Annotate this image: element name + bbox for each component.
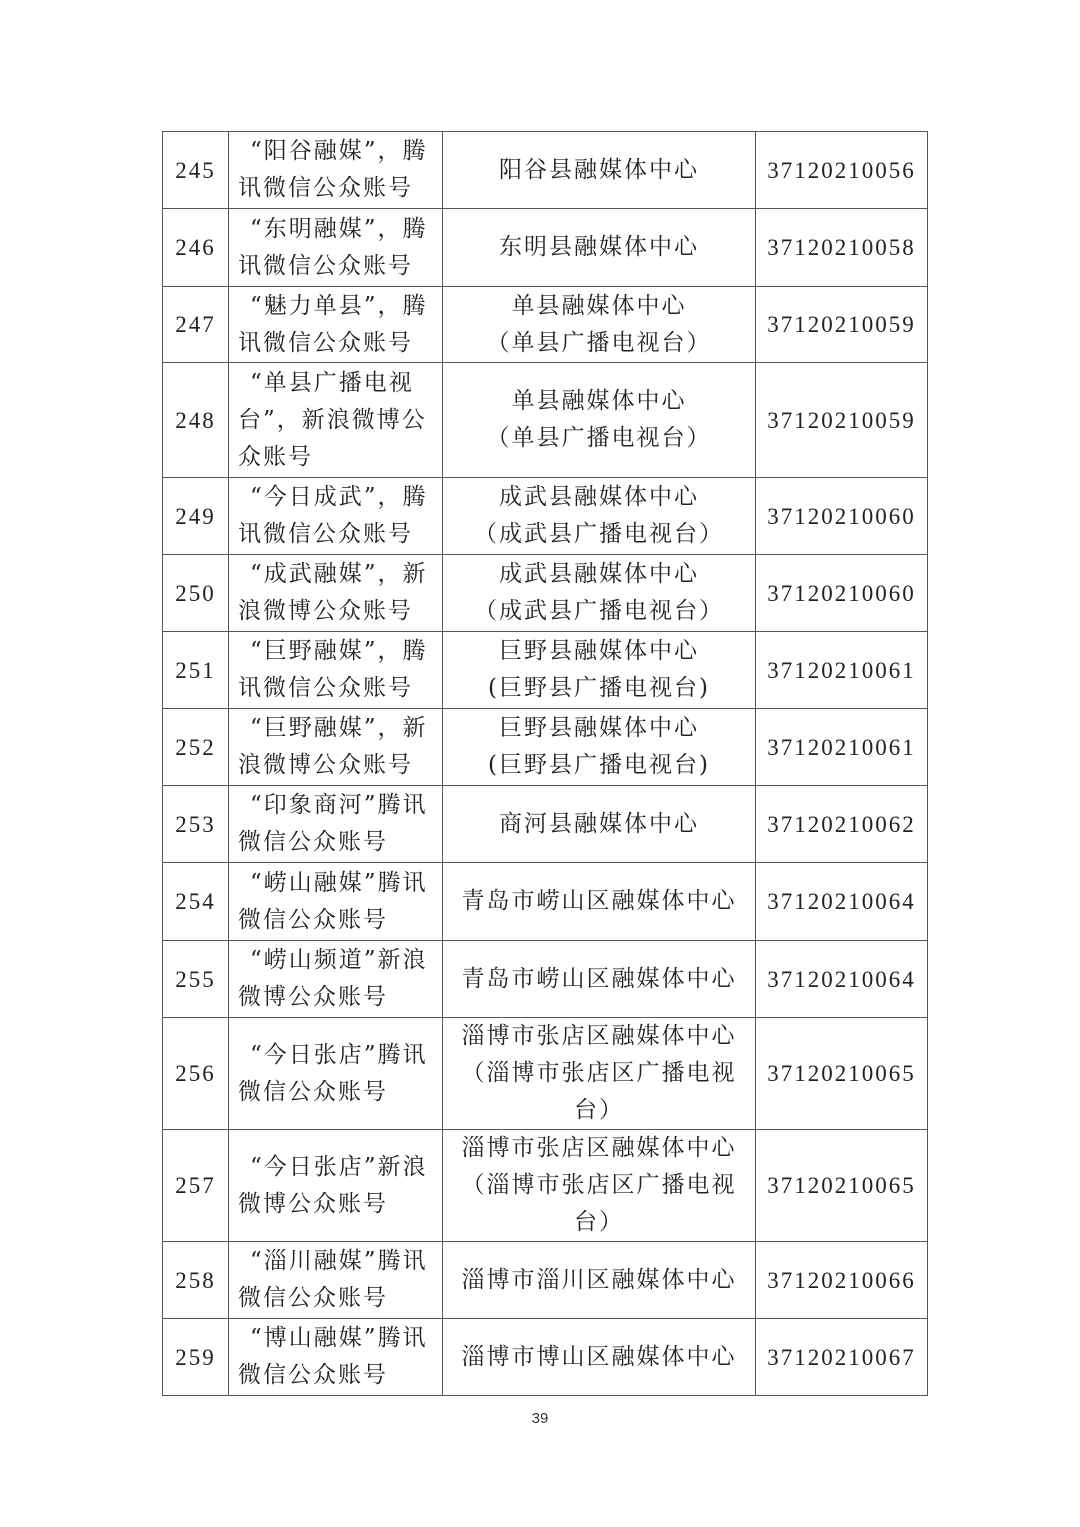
organization-cell — [443, 287, 756, 363]
license-code-cell: 37120210058 — [756, 209, 928, 287]
table-row — [163, 863, 928, 941]
organization-cell — [443, 709, 756, 786]
row-number-cell: 254 — [163, 863, 229, 941]
organization-line: 淄博市张店区融媒体中心 — [461, 1023, 737, 1049]
license-code-cell: 37120210061 — [756, 632, 928, 709]
account-name-cell: “东明融媒”，腾讯微信公众账号 — [229, 209, 443, 287]
table-row — [163, 1018, 928, 1130]
license-code-cell: 37120210060 — [756, 555, 928, 632]
table-row — [163, 1319, 928, 1396]
organization-cell — [443, 132, 756, 209]
organization-line: 巨野县融媒体中心 — [499, 638, 699, 664]
organization-line: （成武县广播电视台） — [474, 521, 724, 547]
row-number-cell: 249 — [163, 478, 229, 555]
license-code-cell: 37120210059 — [756, 363, 928, 478]
license-code-cell: 37120210065 — [756, 1130, 928, 1242]
organization-line: 东明县融媒体中心 — [499, 234, 699, 260]
table-row — [163, 363, 928, 478]
organization-line: (巨野县广播电视台) — [488, 675, 710, 701]
organization-line: 成武县融媒体中心 — [499, 484, 699, 510]
organization-line: 淄博市博山区融媒体中心 — [461, 1343, 737, 1370]
registry-table-body — [163, 132, 928, 1396]
row-number-cell: 251 — [163, 632, 229, 709]
license-code-cell: 37120210067 — [756, 1319, 928, 1396]
organization-line: （成武县广播电视台） — [474, 598, 724, 624]
organization-cell — [443, 863, 756, 941]
row-number-cell: 256 — [163, 1018, 229, 1130]
organization-cell — [443, 209, 756, 287]
license-code-cell: 37120210066 — [756, 1242, 928, 1319]
organization-line: 阳谷县融媒体中心 — [499, 156, 699, 183]
row-number-cell: 246 — [163, 209, 229, 287]
organization-cell — [443, 786, 756, 863]
row-number-cell: 247 — [163, 287, 229, 363]
organization-line: 巨野县融媒体中心 — [499, 715, 699, 741]
table-row — [163, 555, 928, 632]
table-row — [163, 941, 928, 1018]
account-name-cell: “今日张店”新浪微博公众账号 — [229, 1130, 443, 1242]
organization-line: （淄博市张店区广播电视台） — [461, 1060, 737, 1123]
row-number-cell: 250 — [163, 555, 229, 632]
row-number-cell: 257 — [163, 1130, 229, 1242]
organization-line: 青岛市崂山区融媒体中心 — [461, 965, 737, 992]
license-code-cell: 37120210064 — [756, 863, 928, 941]
organization-line: （单县广播电视台） — [486, 425, 712, 451]
registry-table — [162, 131, 928, 1396]
organization-line: 淄博市淄川区融媒体中心 — [461, 1266, 737, 1293]
row-number-cell: 252 — [163, 709, 229, 786]
row-number-cell: 253 — [163, 786, 229, 863]
organization-cell — [443, 1130, 756, 1242]
license-code-cell: 37120210061 — [756, 709, 928, 786]
account-name-cell: “淄川融媒”腾讯微信公众账号 — [229, 1242, 443, 1319]
license-code-cell: 37120210056 — [756, 132, 928, 209]
row-number-cell: 245 — [163, 132, 229, 209]
account-name-cell: “成武融媒”，新浪微博公众账号 — [229, 555, 443, 632]
organization-line: 成武县融媒体中心 — [499, 561, 699, 587]
row-number-cell: 248 — [163, 363, 229, 478]
organization-line: 商河县融媒体中心 — [499, 810, 699, 837]
account-name-cell: “巨野融媒”，腾讯微信公众账号 — [229, 632, 443, 709]
table-row — [163, 478, 928, 555]
account-name-cell: “魅力单县”，腾讯微信公众账号 — [229, 287, 443, 363]
account-name-cell: “今日张店”腾讯微信公众账号 — [229, 1018, 443, 1130]
table-row — [163, 287, 928, 363]
table-row — [163, 632, 928, 709]
license-code-cell: 37120210060 — [756, 478, 928, 555]
organization-line: 单县融媒体中心 — [511, 388, 687, 414]
account-name-cell: “巨野融媒”，新浪微博公众账号 — [229, 709, 443, 786]
account-name-cell: “印象商河”腾讯微信公众账号 — [229, 786, 443, 863]
organization-line: （单县广播电视台） — [486, 329, 712, 356]
organization-line: 单县融媒体中心 — [511, 292, 687, 319]
license-code-cell: 37120210059 — [756, 287, 928, 363]
organization-line: 淄博市张店区融媒体中心 — [461, 1135, 737, 1161]
organization-cell — [443, 478, 756, 555]
account-name-cell: “单县广播电视台”，新浪微博公众账号 — [229, 363, 443, 478]
license-code-cell: 37120210064 — [756, 941, 928, 1018]
table-row — [163, 709, 928, 786]
organization-line: (巨野县广播电视台) — [488, 752, 710, 778]
table-row — [163, 1130, 928, 1242]
table-row — [163, 209, 928, 287]
row-number-cell: 255 — [163, 941, 229, 1018]
account-name-cell: “崂山融媒”腾讯微信公众账号 — [229, 863, 443, 941]
license-code-cell: 37120210065 — [756, 1018, 928, 1130]
organization-line: 青岛市崂山区融媒体中心 — [461, 888, 737, 914]
table-row — [163, 786, 928, 863]
account-name-cell: “博山融媒”腾讯微信公众账号 — [229, 1319, 443, 1396]
organization-cell — [443, 632, 756, 709]
row-number-cell: 259 — [163, 1319, 229, 1396]
organization-cell — [443, 555, 756, 632]
organization-cell — [443, 941, 756, 1018]
organization-cell — [443, 1242, 756, 1319]
row-number-cell: 258 — [163, 1242, 229, 1319]
account-name-cell: “崂山频道”新浪微博公众账号 — [229, 941, 443, 1018]
organization-cell — [443, 1018, 756, 1130]
organization-line: （淄博市张店区广播电视台） — [461, 1172, 737, 1235]
table-row — [163, 132, 928, 209]
account-name-cell: “阳谷融媒”，腾讯微信公众账号 — [229, 132, 443, 209]
organization-cell — [443, 1319, 756, 1396]
page-number: 39 — [531, 1410, 549, 1427]
table-row — [163, 1242, 928, 1319]
organization-cell — [443, 363, 756, 478]
account-name-cell: “今日成武”，腾讯微信公众账号 — [229, 478, 443, 555]
license-code-cell: 37120210062 — [756, 786, 928, 863]
